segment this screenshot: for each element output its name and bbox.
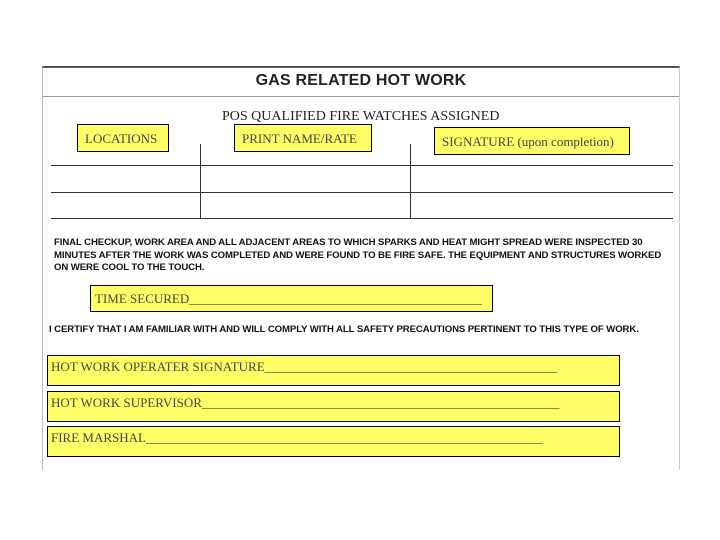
locations-label: LOCATIONS [77,124,169,152]
table-row-line-2[interactable] [51,192,673,193]
column-divider-1 [200,144,201,218]
fire-watch-heading: POS QUALIFIED FIRE WATCHES ASSIGNED [222,109,500,124]
time-secured-field[interactable]: TIME SECURED_____________________________________________ [90,285,493,312]
print-name-label: PRINT NAME/RATE [234,124,372,152]
column-divider-2 [410,144,411,218]
signature-label: SIGNATURE (upon completion) [434,127,630,155]
hot-work-form [42,66,680,470]
table-row-line-1[interactable] [51,165,673,166]
fire-marshal-signature-field[interactable]: FIRE MARSHAL_____________________________________________________________ [47,426,620,457]
operator-signature-field[interactable]: HOT WORK OPERATER SIGNATURE_____________________________________________ [47,355,620,386]
table-row-line-3[interactable] [51,218,673,219]
final-checkup-text: FINAL CHECKUP, WORK AREA AND ALL ADJACENT AREAS TO WHICH SPARKS AND HEAT MIGHT SPREAD WERE INSPECTED 30 MINUTES AFTER THE WORK WAS COMPLETED AND WERE FOUND TO BE FIRE SAFE. THE EQUIPMENT AND STRUCTURES WORKED ON WERE COOL TO THE TOUCH. [54,237,662,273]
form-title: GAS RELATED HOT WORK [255,72,467,89]
title-divider [43,96,679,97]
supervisor-signature-field[interactable]: HOT WORK SUPERVISOR_______________________________________________________ [47,391,620,422]
certify-text: I CERTIFY THAT I AM FAMILIAR WITH AND WILL COMPLY WITH ALL SAFETY PRECAUTIONS PERTINENT TO THIS TYPE OF WORK. [49,324,639,335]
